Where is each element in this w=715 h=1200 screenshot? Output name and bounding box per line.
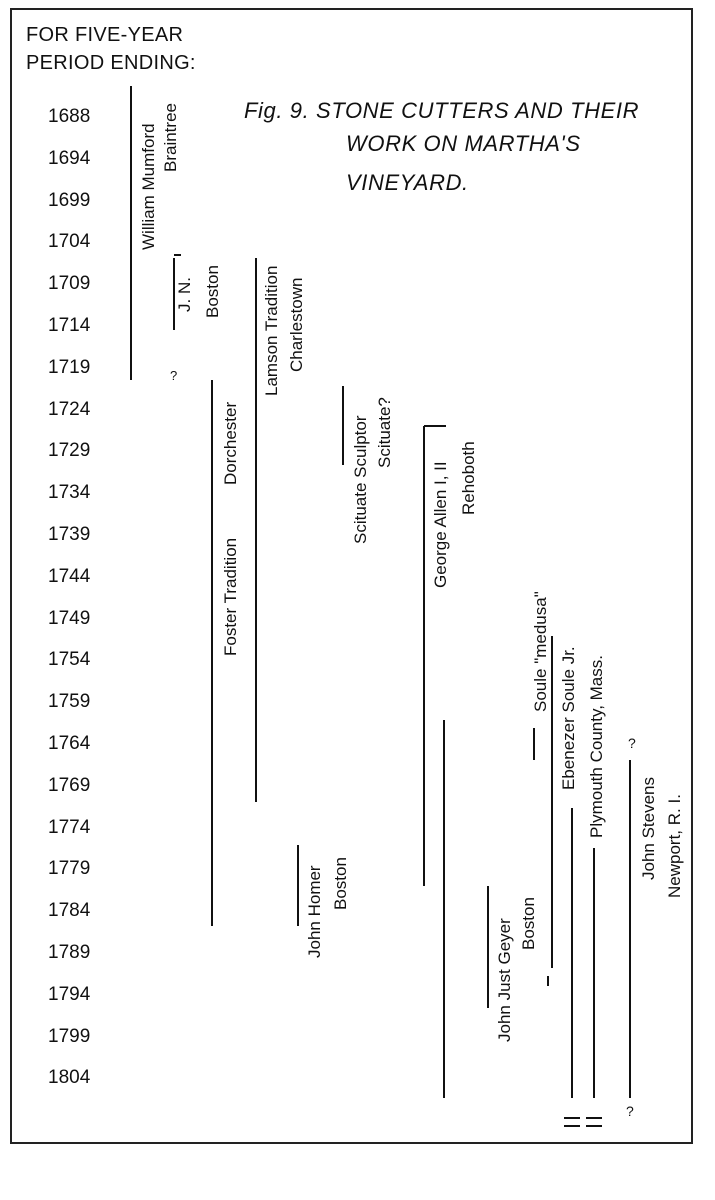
- label-lamson-tradition: Lamson Tradition: [262, 265, 281, 396]
- header-line-1: FOR FIVE-YEAR: [26, 24, 184, 46]
- year-label: 1719: [48, 356, 91, 378]
- label-braintree: Braintree: [161, 103, 180, 172]
- year-label: 1688: [48, 106, 91, 127]
- label-john-just-geyer: John Just Geyer: [495, 918, 514, 1042]
- label-scituate-sculptor: Scituate Sculptor: [351, 415, 370, 544]
- year-label: 1709: [48, 273, 91, 295]
- year-label: 1704: [48, 231, 91, 253]
- label-john-just-geyer-boston: Boston: [519, 897, 538, 950]
- caption-line-3: VINEYARD.: [346, 170, 469, 195]
- label-george-allen: George Allen I, II: [431, 461, 450, 588]
- year-label: 1749: [48, 607, 91, 629]
- header-line-2: PERIOD ENDING:: [26, 52, 196, 74]
- label-john-stevens: John Stevens: [639, 776, 658, 880]
- label-plymouth-county: Plymouth County, Mass.: [587, 655, 606, 838]
- year-label: 1759: [48, 691, 91, 713]
- label-jn: J. N.: [175, 277, 194, 312]
- year-label: 1754: [48, 649, 91, 671]
- year-label: 1784: [48, 900, 91, 922]
- year-label: 1764: [48, 733, 91, 754]
- label-soule-medusa: Soule "medusa": [531, 591, 550, 712]
- year-label: 1694: [48, 147, 91, 169]
- label-dorchester: Dorchester: [221, 401, 240, 485]
- year-label: 1744: [48, 565, 91, 587]
- year-label: 1769: [48, 774, 91, 796]
- label-ebenezer-soule: Ebenezer Soule Jr.: [559, 646, 578, 790]
- year-label: 1774: [48, 816, 91, 838]
- label-scituate: Scituate?: [375, 397, 394, 468]
- question-stevens-bottom: ?: [626, 1103, 634, 1119]
- label-john-homer: John Homer: [305, 865, 324, 958]
- question-jn: ?: [170, 368, 178, 383]
- year-label: 1739: [48, 524, 91, 545]
- question-stevens-top: ?: [628, 735, 636, 751]
- label-rehoboth: Rehoboth: [459, 441, 478, 515]
- label-foster-tradition: Foster Tradition: [221, 537, 240, 656]
- caption-line-2: WORK ON MARTHA'S: [346, 131, 581, 156]
- year-label: 1794: [48, 983, 91, 1005]
- year-label: 1734: [48, 482, 91, 504]
- label-charlestown: Charlestown: [287, 277, 306, 372]
- year-label: 1799: [48, 1025, 91, 1047]
- year-label: 1779: [48, 858, 91, 880]
- year-label: 1789: [48, 942, 91, 963]
- caption-line-1: Fig. 9. STONE CUTTERS AND THEIR: [244, 98, 640, 123]
- label-newport: Newport, R. I.: [665, 794, 684, 898]
- year-label: 1714: [48, 315, 91, 336]
- year-label: 1699: [48, 189, 91, 211]
- label-john-homer-boston: Boston: [331, 857, 350, 910]
- label-jn-boston: Boston: [203, 265, 222, 318]
- label-william-mumford: William Mumford: [139, 123, 158, 250]
- year-label: 1804: [48, 1067, 91, 1089]
- year-label: 1724: [48, 398, 91, 420]
- year-label: 1729: [48, 440, 91, 462]
